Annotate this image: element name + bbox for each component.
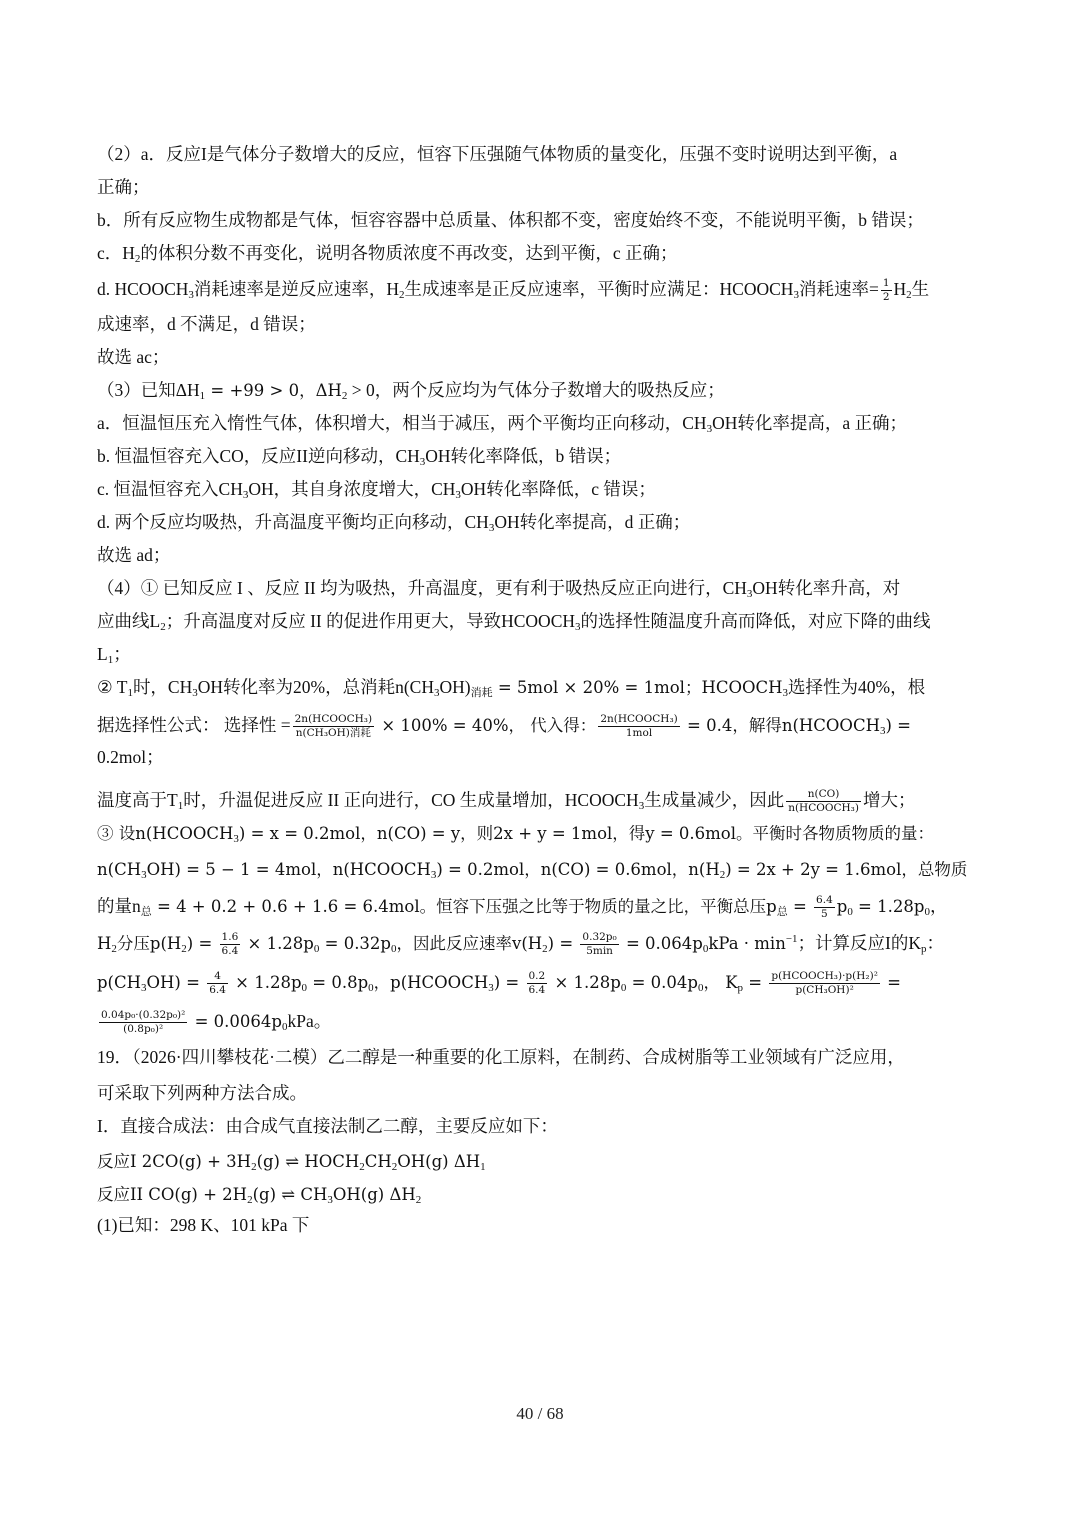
text-line (97, 441, 621, 471)
subscript: 2 (719, 869, 726, 881)
fraction-denominator: (0.8p₀)² (123, 1023, 164, 1036)
text: (1)已知：298 K、101 kPa 下 (97, 1215, 310, 1235)
subscript: 1 (480, 1161, 486, 1173)
text-line (97, 540, 170, 570)
text: b. 恒温恒容充入CO，反应II逆向移动，CH (97, 446, 420, 466)
equation-line (97, 1144, 486, 1179)
fraction (293, 713, 374, 740)
text-line (97, 172, 150, 202)
text: 反应I 2CO(g) + 3H (97, 1152, 252, 1171)
text: 成速率，d 不满足，d 错误； (97, 314, 316, 334)
subscript: 3 (192, 687, 198, 699)
text: × 1.28p (242, 934, 314, 953)
text: d. 两个反应均吸热，升高温度平衡均正向移动，CH (97, 512, 489, 532)
text-line (97, 309, 316, 339)
text: ，因此反应速率v(H (396, 934, 543, 953)
subscript: 3 (242, 489, 249, 501)
fraction (598, 713, 679, 740)
text-line (97, 606, 931, 636)
text: = (743, 973, 768, 992)
text: ， (929, 896, 948, 916)
text-line (97, 408, 907, 438)
subscript: 3 (188, 289, 194, 301)
subscript: 消耗 (470, 687, 493, 699)
text: OH) = (146, 973, 206, 992)
fraction-denominator: 5min (586, 945, 613, 958)
subscript: 2 (251, 1161, 257, 1173)
subscript: 3 (434, 687, 440, 699)
subscript: 3 (488, 522, 495, 534)
equation-line (97, 1177, 421, 1212)
text: = 0.064p (620, 934, 703, 953)
text: ，p(HCOOCH (373, 973, 489, 992)
subscript: 0 (924, 906, 930, 918)
subscript: 2 (134, 253, 141, 265)
fraction-numerator: 4 (207, 970, 228, 984)
text: 的体积分数不再变化，说明各物质浓度不再改变，达到平衡，c 正确； (140, 243, 678, 263)
text: OH转化率提高，d 正确； (494, 512, 691, 532)
text: 0.2mol； (97, 747, 164, 767)
text: ) = 2x + 2y = 1.6mol，总物质 (725, 860, 968, 879)
fraction-numerator: 2n(HCOOCH₃) (600, 713, 678, 726)
text: p (836, 897, 848, 916)
subscript: 3 (575, 621, 581, 633)
text: ) = (493, 973, 525, 992)
fraction-numerator: 1 (882, 277, 890, 290)
text: 反应II CO(g) + 2H (97, 1185, 248, 1204)
subscript: 2 (391, 1161, 398, 1173)
text: d. HCOOCH (97, 279, 189, 299)
text: ) = x = 0.2mol，n(CO) = y，则2x + y = 1mol，得y = 0.6mol。平衡时各物质物质的量： (238, 824, 935, 843)
text: OH，其自身浓度增大，CH (248, 479, 456, 499)
fraction (99, 1009, 187, 1036)
text: OH转化率为20%，总消耗n(CH (197, 677, 434, 697)
text: 可采取下列两种方法合成。 (97, 1083, 307, 1103)
fraction-numerator: p(HCOOCH₃)·p(H₂)² (771, 970, 878, 983)
text-line (97, 742, 164, 772)
text-line (97, 375, 725, 406)
text: 生成量减少，因此 (644, 790, 785, 810)
text: 19．（2026·四川攀枝花·二模）乙二醇是一种重要的化工原料，在制药、合成树脂等工业领域有广泛应用， (97, 1047, 905, 1067)
question-heading (97, 1042, 905, 1072)
text-line (97, 1000, 331, 1043)
text: ； (113, 644, 131, 664)
fraction-denominator: 2 (882, 291, 890, 304)
text: OH(g) ΔH (332, 1185, 416, 1204)
text: ③ 设n(HCOOCH (97, 824, 234, 843)
fraction (786, 788, 861, 815)
text: p(CH (97, 973, 142, 992)
text: = (787, 897, 813, 916)
text-line (97, 474, 656, 504)
subscript: 总 (776, 906, 788, 918)
text-line (97, 782, 915, 818)
fraction-numerator: n(CO) (786, 788, 861, 802)
fraction-numerator: 0.32p₀ (582, 931, 617, 944)
text: H (97, 934, 112, 953)
text: 正确； (97, 177, 150, 197)
subscript: 0 (847, 906, 853, 918)
text: = 0.0064p (189, 1012, 282, 1031)
text: ) = (547, 934, 579, 953)
text: ；计算反应I的K (797, 933, 922, 953)
text: 生成速率是正反应速率，平衡时应满足：HCOOCH (404, 279, 794, 299)
text: OH(g) ΔH (397, 1152, 481, 1171)
text: OH) = 5 − 1 = 4mol，n(HCOOCH (146, 860, 431, 879)
text: 故选 ac； (97, 347, 170, 367)
text: OH转化率降低，c 错误； (460, 479, 656, 499)
text: = 4 + 0.2 + 0.6 + 1.6 = 6.4mol。恒容下压强之比等于物质的量之比，平衡总压p (151, 897, 777, 916)
subscript: 1 (107, 654, 114, 666)
subscript: 3 (455, 489, 461, 501)
fraction-denominator: n(HCOOCH₃) (788, 802, 859, 815)
text: 选择性为40%，根 (788, 677, 926, 697)
text: ) = (186, 934, 218, 953)
subscript: 3 (327, 1194, 333, 1206)
text: OH) (439, 677, 471, 697)
fraction-denominator: 6.4 (221, 945, 239, 958)
text: 增大； (862, 790, 916, 810)
text-line (97, 815, 934, 852)
fraction-denominator: 6.4 (528, 984, 546, 997)
text: (g) ⇌ CH (252, 1185, 328, 1204)
text: ， K (703, 973, 738, 992)
subscript: 0 (391, 943, 397, 955)
text: （2）a．反应I是气体分子数增大的反应，恒容下压强随气体物质的量变化，压强不变时说明达到平衡，a (97, 144, 898, 164)
subscript: 3 (419, 456, 426, 468)
text: 的量n (97, 896, 141, 916)
subscript: 0 (620, 982, 627, 994)
subscript: 3 (746, 588, 753, 600)
subscript: 2 (542, 943, 548, 955)
text: CH (364, 1152, 392, 1171)
subscript: 2 (247, 1194, 253, 1206)
subscript: 2 (906, 289, 912, 301)
text: 时，升温促进反应 II 正向进行，CO 生成量增加，HCOOCH (183, 790, 639, 810)
subscript: 3 (141, 869, 147, 881)
text: L (97, 644, 108, 664)
subscript: 0 (702, 943, 709, 955)
text: I．直接合成法：由合成气直接法制乙二醇，主要反应如下： (97, 1116, 558, 1136)
subscript: 3 (793, 289, 799, 301)
subscript: p (737, 982, 744, 994)
subscript: 0 (301, 982, 308, 994)
text-line (97, 238, 678, 268)
text-line (97, 1078, 307, 1108)
text: 分压p(H (116, 934, 182, 953)
fraction (881, 277, 892, 304)
fraction-denominator: n(CH₃OH)消耗 (295, 727, 371, 740)
text-line (97, 851, 967, 888)
text: (g) ⇌ HOCH (256, 1152, 360, 1171)
text-line (97, 960, 901, 1005)
superscript: −1 (785, 933, 798, 945)
fraction (220, 931, 241, 958)
fraction-numerator: 2n(HCOOCH₃) (294, 713, 373, 726)
subscript: 3 (706, 423, 713, 435)
text: = (881, 973, 901, 992)
subscript: 0 (368, 982, 374, 994)
page-number: 40 / 68 (516, 1404, 564, 1423)
text: 生 (911, 279, 930, 299)
text: 据选择性公式： 选择性 = (97, 715, 291, 735)
fraction-numerator: 0.2 (528, 970, 546, 983)
text: = 0.32p (319, 934, 391, 953)
text: kPa。 (287, 1011, 332, 1031)
text: OH转化率升高，对 (752, 578, 901, 598)
text-line (97, 205, 924, 235)
text: 时，CH (132, 677, 193, 697)
subscript: 2 (181, 943, 187, 955)
text: ) = 0.2mol，n(CO) = 0.6mol，n(H (436, 860, 720, 879)
text: a．恒温恒压充入惰性气体，体积增大，相当于减压，两个平衡均正向移动，CH (97, 413, 707, 433)
text: H (893, 279, 907, 299)
fraction (580, 931, 618, 958)
text: = 0.04p (626, 973, 698, 992)
text: ) = (885, 716, 911, 735)
text: 应曲线L (97, 611, 161, 631)
fraction-denominator: 1mol (625, 727, 653, 740)
text: c．H (97, 243, 135, 263)
subscript: 0 (281, 1021, 288, 1033)
text: ② T (97, 677, 128, 697)
text: c. 恒温恒容充入CH (97, 479, 243, 499)
subscript: p (921, 943, 927, 955)
text: = 1.28p (852, 897, 925, 916)
fraction-numerator: 0.04p₀·(0.32p₀)² (101, 1009, 186, 1022)
subscript: 3 (430, 869, 437, 881)
fraction (527, 970, 548, 997)
fraction-denominator: p(CH₃OH)² (795, 984, 854, 997)
text: ；升高温度对反应 II 的促进作用更大，导致HCOOCH (165, 611, 576, 631)
fraction (769, 970, 880, 997)
text-line (97, 342, 169, 372)
text: kPa · min (708, 934, 786, 953)
text: × 100% = 40%， 代入得： (376, 716, 597, 735)
text: 的选择性随温度升高而降低，对应下降的曲线 (580, 611, 931, 631)
text: OH转化率降低，b 错误； (425, 446, 622, 466)
subscript: 0 (697, 982, 704, 994)
text: > 0，两个反应均为气体分子数增大的吸热反应； (347, 380, 725, 400)
text: × 1.28p (549, 973, 621, 992)
text: OH转化率提高，a 正确； (712, 413, 907, 433)
text: ： (926, 933, 945, 953)
subscript: 1 (199, 390, 206, 402)
text-line (97, 139, 897, 169)
subscript: 3 (233, 833, 239, 845)
subscript: 总 (140, 906, 152, 918)
text-line (97, 1111, 558, 1141)
subscript: 3 (879, 725, 886, 737)
subscript: 3 (638, 800, 645, 812)
text-line (97, 887, 947, 926)
text-line (97, 705, 911, 746)
text-line (97, 639, 131, 669)
text: （4）① 已知反应 I 、反应 II 均为吸热，升高温度，更有利于吸热反应正向进行，CH (97, 578, 747, 598)
fraction-denominator: 6.4 (209, 984, 226, 997)
subscript: 0 (313, 943, 320, 955)
subscript: 1 (127, 687, 133, 699)
fraction (207, 970, 228, 997)
subscript: 2 (160, 621, 166, 633)
subscript: 2 (359, 1161, 365, 1173)
text: = 5mol × 20% = 1mol；HCOOCH (492, 678, 783, 697)
subscript: 3 (782, 687, 789, 699)
subscript: 2 (111, 943, 117, 955)
subscript: 1 (177, 800, 184, 812)
fraction-numerator: 1.6 (221, 931, 239, 944)
fraction-denominator: 5 (821, 908, 828, 921)
text: 消耗速率= (798, 279, 879, 299)
text: = 0.4，解得n(HCOOCH (681, 716, 880, 735)
text: 消耗速率是逆反应速率，H (193, 279, 400, 299)
text: n(CH (97, 860, 142, 879)
text: = +99 > 0，ΔH (205, 381, 342, 400)
subscript: 3 (141, 982, 147, 994)
text: b．所有反应物生成物都是气体，恒容容器中总质量、体积都不变，密度始终不变，不能说明平衡，b 错误； (97, 210, 924, 230)
text: × 1.28p (229, 973, 302, 992)
text-line (97, 923, 944, 964)
text: 故选 ad； (97, 545, 171, 565)
text: （3）已知ΔH (97, 380, 200, 400)
text: = 0.8p (307, 973, 369, 992)
text-line (97, 573, 900, 603)
subscript: 2 (415, 1194, 422, 1206)
text: 温度高于T (97, 790, 178, 810)
text-line (97, 672, 925, 703)
text-line (97, 271, 929, 307)
fraction-numerator: 6.4 (816, 894, 833, 907)
fraction (814, 894, 835, 921)
subscript: 2 (399, 289, 405, 301)
subscript: 3 (488, 982, 494, 994)
subscript: 2 (341, 390, 348, 402)
text-line (97, 1210, 309, 1240)
text-line (97, 507, 690, 537)
